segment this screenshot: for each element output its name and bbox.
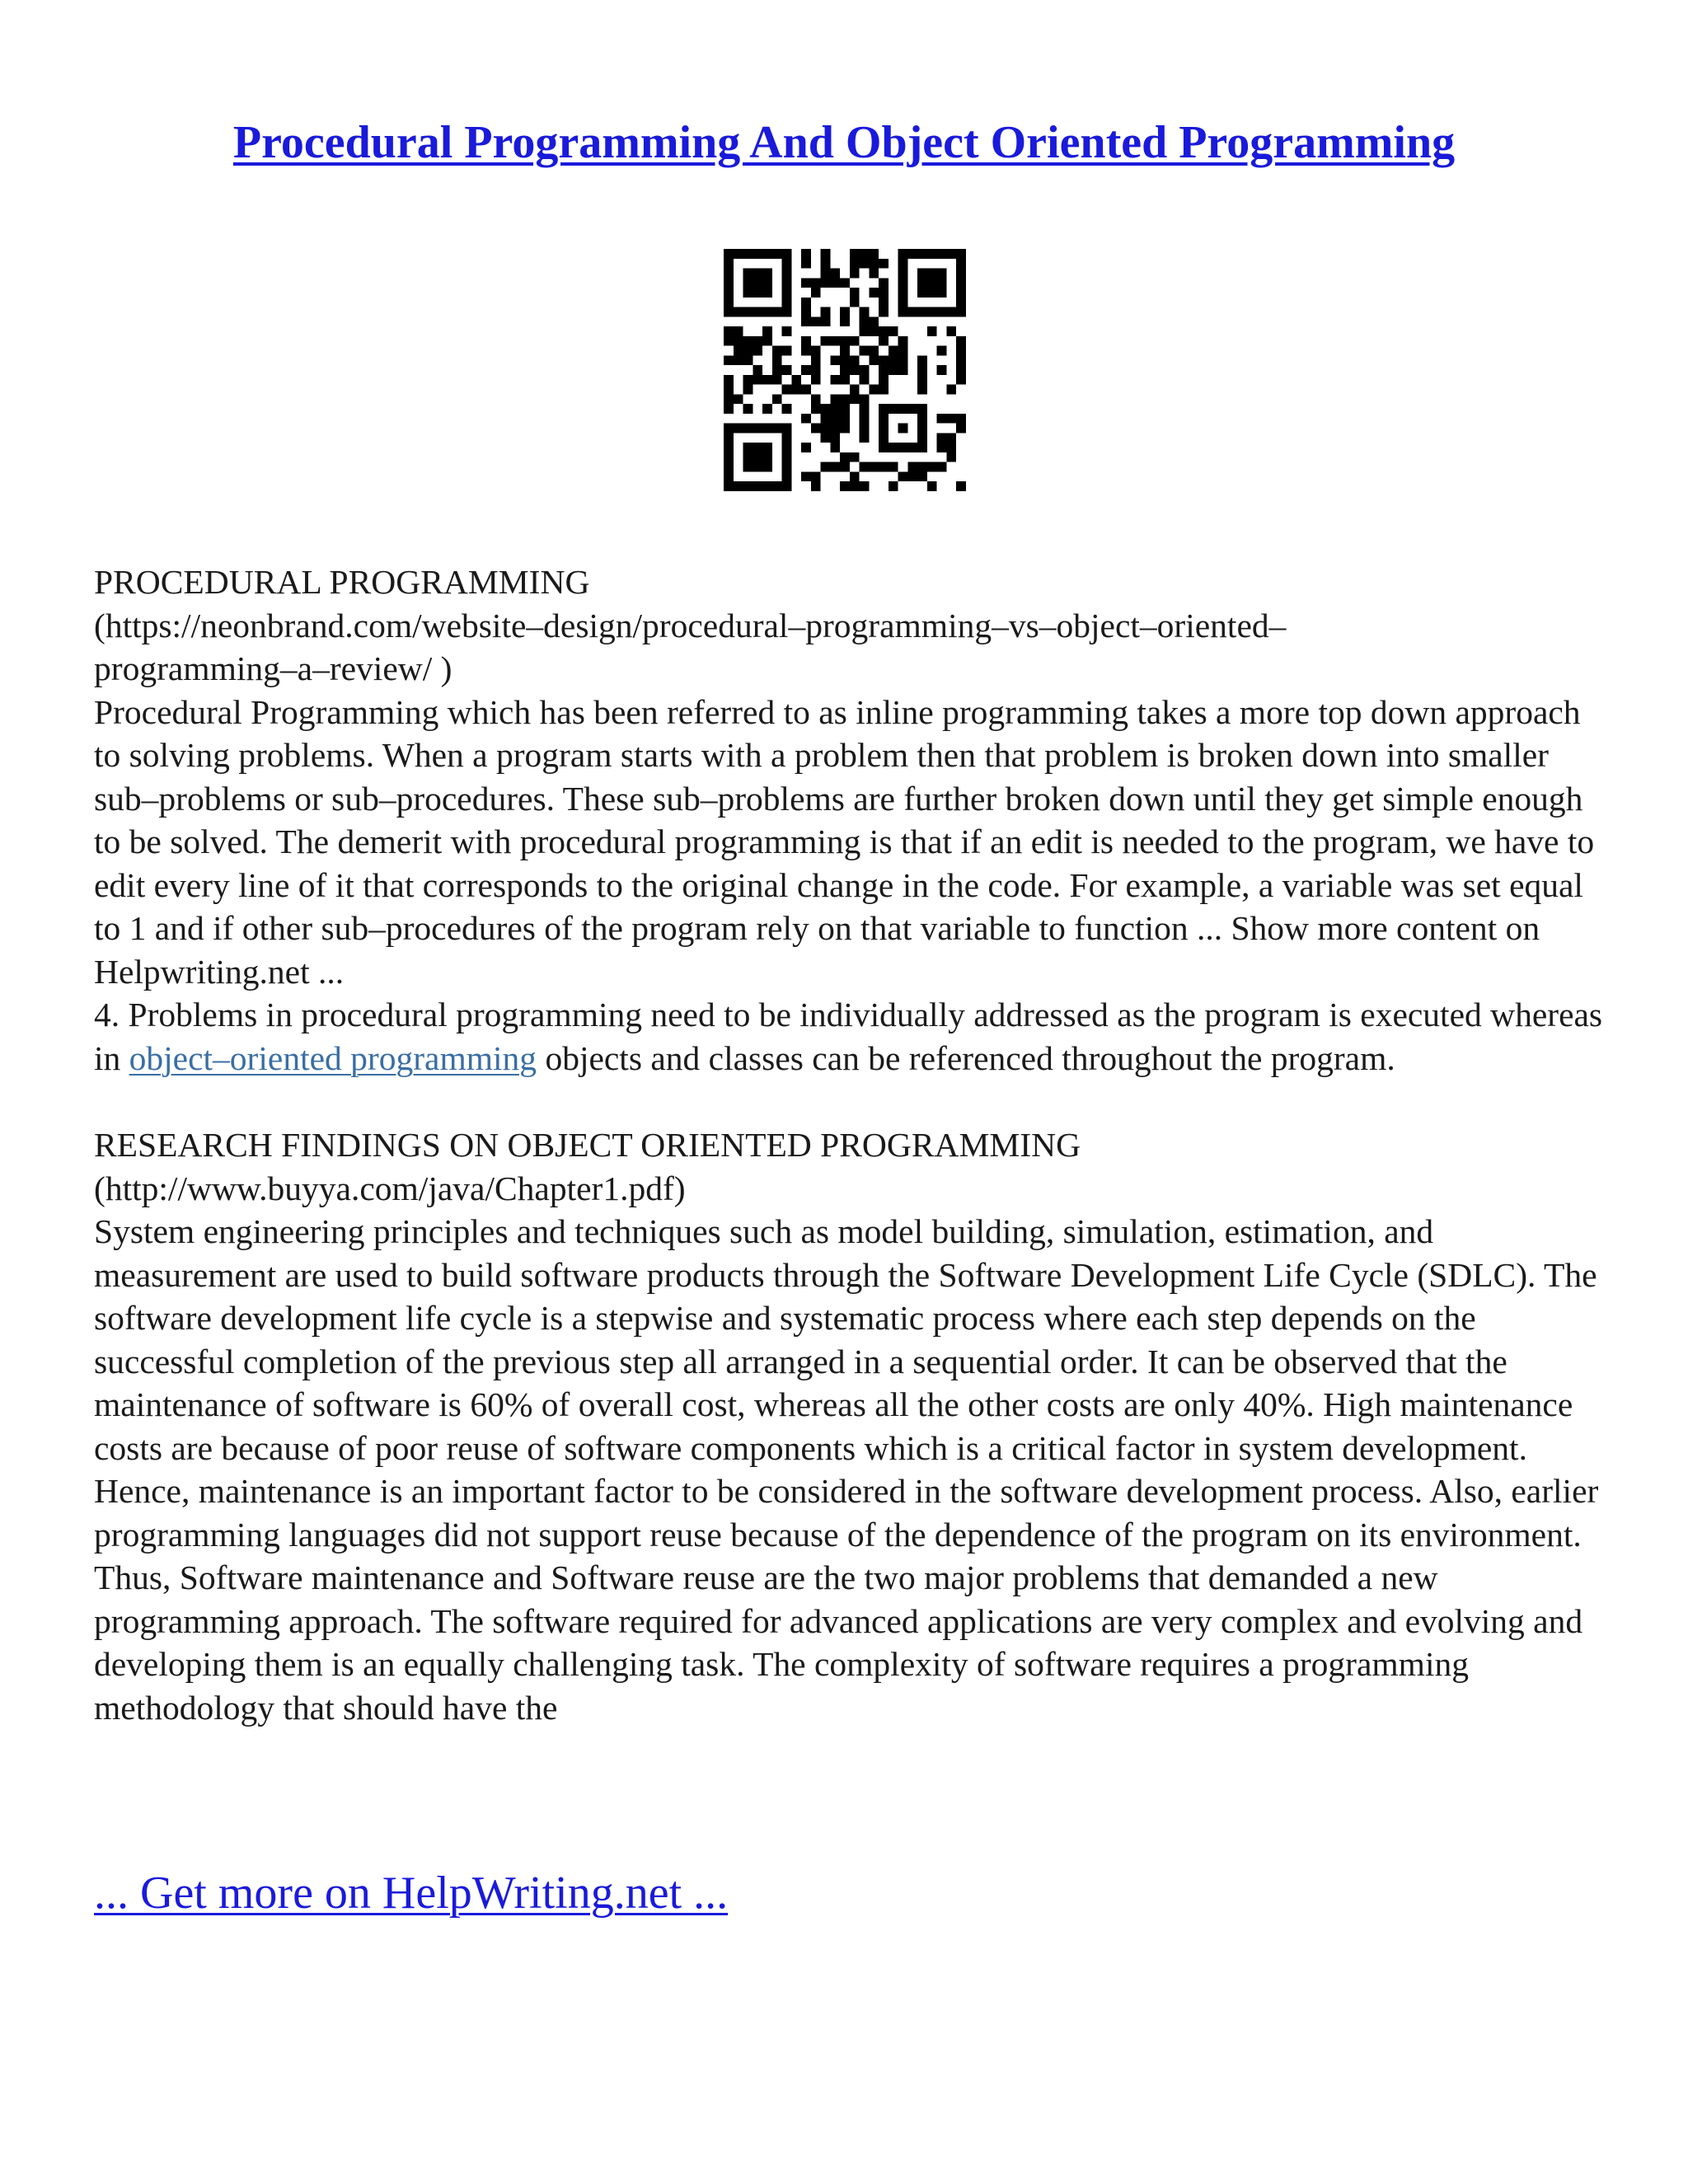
paragraph-research-findings: System engineering principles and techniques such as model building, simulation, estimation, and measurement are used to build software products through the Software Development Life Cycle (SDLC). The software development life cycle is a stepwise and systematic process where each step depends on the successful completion of the previous step all arranged in a sequential order. It can be observed that the maintenance of software is 60% of overall cost, whereas all the other costs are only 40%. High maintenance costs are because of poor reuse of software components which is a critical factor in system development. Hence, maintenance is an important factor to be considered in the software development process. Also, earlier programming languages did not support reuse because of the dependence of the program on its environment. Thus, Software maintenance and Software reuse are the two major problems that demanded a new programming approach. The software required for advanced applications are very complex and evolving and developing them is an equally challenging task. The complexity of software requires a programming methodology that should have the: [94, 1212, 1599, 1727]
document-title: [0, 114, 1688, 171]
source-url-neonbrand: [94, 604, 1611, 691]
source-url-line-2: programming–a–review/ ): [94, 649, 452, 687]
point-text-before: 4. Problems in procedural programming need to be individually addressed as the program is executed whereas in: [94, 996, 1603, 1077]
document-body: [94, 560, 1611, 1729]
qr-code-image: [724, 249, 966, 491]
title-link[interactable]: Procedural Programming And Object Oriented Programming: [232, 117, 1456, 168]
section-heading-procedural: PROCEDURAL PROGRAMMING: [94, 563, 590, 601]
get-more-section: [94, 1864, 728, 1922]
source-url-line-1: (https://neonbrand.com/website–design/procedural–programming–vs–object–oriented–: [94, 606, 1287, 644]
source-url-buyya: (http://www.buyya.com/java/Chapter1.pdf): [94, 1169, 686, 1207]
paragraph-spacer: [94, 1080, 1611, 1123]
get-more-link[interactable]: ... Get more on HelpWriting.net ...: [94, 1868, 729, 1919]
point-four-paragraph: [94, 993, 1611, 1080]
section-heading-research: RESEARCH FINDINGS ON OBJECT ORIENTED PROGRAMMING: [94, 1126, 1081, 1164]
oop-inline-link[interactable]: object–oriented programming: [129, 1038, 537, 1077]
paragraph-procedural-programming: Procedural Programming which has been referred to as inline programming takes a more top down approach to solving problems. When a program starts with a problem then that problem is broken down into smaller sub–problems or sub–procedures. These sub–problems are further broken down until they get simple enough to be solved. The demerit with procedural programming is that if an edit is needed to the program, we have to edit every line of it that corresponds to the original change in the code. For example, a variable was set equal to 1 and if other sub–procedures of the program rely on that variable to function ... Show more content on Helpwriting.net ...: [94, 692, 1595, 991]
point-text-after: objects and classes can be referenced throughout the program.: [537, 1038, 1395, 1077]
